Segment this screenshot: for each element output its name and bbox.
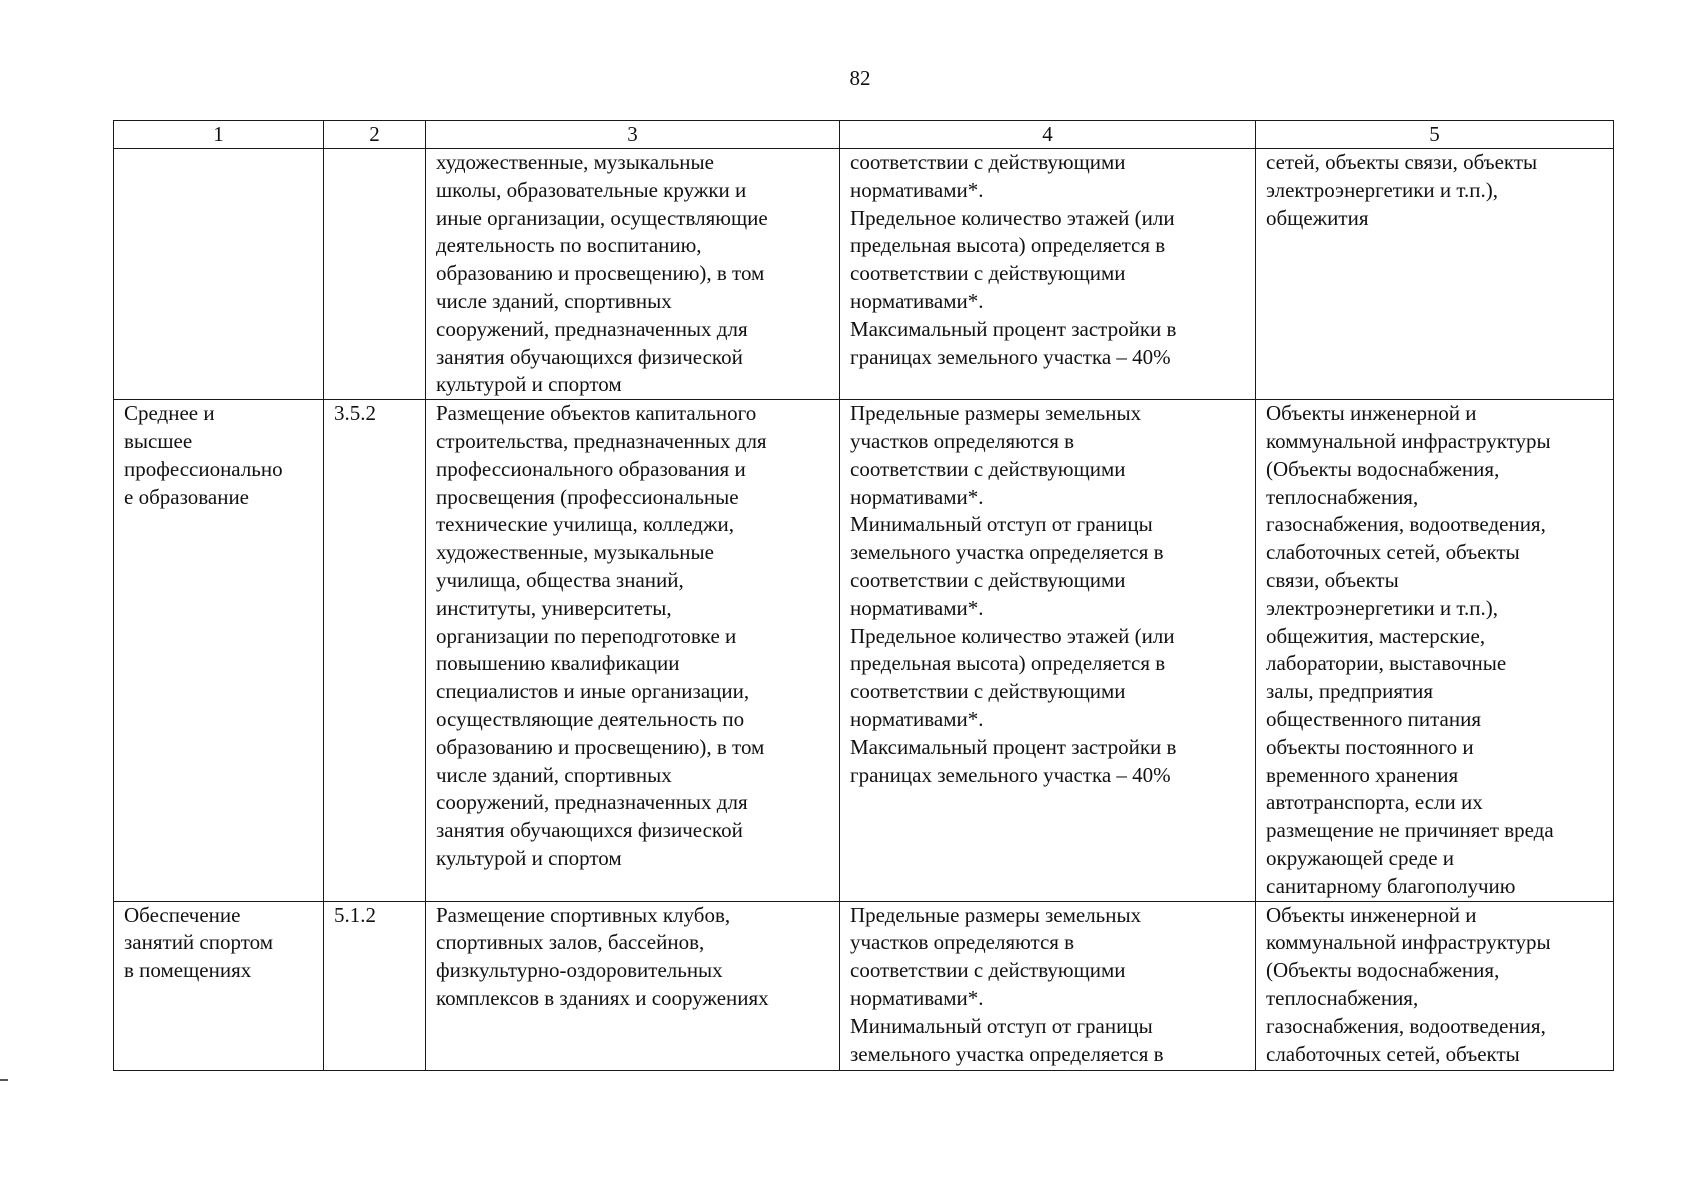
table-row bbox=[114, 901, 1614, 1070]
cell-code bbox=[324, 901, 426, 1070]
text-line: электроэнергетики и т.п.), bbox=[1266, 177, 1498, 202]
scan-margin-mark bbox=[0, 1079, 8, 1081]
text-line: нормативами*. bbox=[850, 484, 984, 509]
text-line: осуществляющие деятельность по bbox=[436, 706, 745, 731]
text-line: слаботочных сетей, объекты bbox=[1266, 1041, 1520, 1066]
text-line: теплоснабжения, bbox=[1266, 484, 1419, 509]
text-line: нормативами*. bbox=[850, 595, 984, 620]
text-line: лаборатории, выставочные bbox=[1266, 651, 1507, 676]
text-line: залы, предприятия bbox=[1266, 679, 1434, 704]
table-header-row bbox=[114, 121, 1614, 149]
text-line: границах земельного участка – 40% bbox=[850, 762, 1171, 787]
text-line: училища, общества знаний, bbox=[436, 567, 684, 592]
text-line: земельного участка определяется в bbox=[850, 540, 1164, 565]
table-row bbox=[114, 149, 1614, 400]
text-line: размещение не причиняет вреда bbox=[1266, 818, 1554, 843]
text-line: коммунальной инфраструктуры bbox=[1266, 930, 1551, 955]
column-header-3: 3 bbox=[426, 121, 840, 149]
text-line: е образование bbox=[124, 484, 250, 509]
text-line: сетей, объекты связи, объекты bbox=[1266, 150, 1538, 174]
text-line: нормативами*. bbox=[850, 985, 984, 1010]
text-line: соответствии с действующими bbox=[850, 679, 1126, 704]
text-line: высшее bbox=[124, 428, 193, 453]
text-line: предельная высота) определяется в bbox=[850, 233, 1166, 258]
cell-description bbox=[426, 149, 840, 400]
text-line: деятельность по воспитанию, bbox=[436, 233, 702, 258]
column-header-1: 1 bbox=[114, 121, 324, 149]
text-line: участков определяются в bbox=[850, 428, 1075, 453]
text-line: школы, образовательные кружки и bbox=[436, 177, 747, 202]
text-line: общежития, мастерские, bbox=[1266, 623, 1486, 648]
cell-description bbox=[426, 400, 840, 901]
text-line: спортивных залов, бассейнов, bbox=[436, 930, 705, 955]
text-line: образованию и просвещению), в том bbox=[436, 261, 765, 286]
code-text: 5.1.2 bbox=[334, 902, 376, 927]
text-line: (Объекты водоснабжения, bbox=[1266, 456, 1500, 481]
text-line: культурой и спортом bbox=[436, 372, 622, 397]
text-line: образованию и просвещению), в том bbox=[436, 734, 765, 759]
text-line: культурой и спортом bbox=[436, 845, 622, 870]
text-line: Предельное количество этажей (или bbox=[850, 205, 1175, 230]
text-line: Обеспечение bbox=[124, 902, 241, 927]
text-line: Предельные размеры земельных bbox=[850, 902, 1142, 927]
text-line: нормативами*. bbox=[850, 706, 984, 731]
text-line: специалистов и иные организации, bbox=[436, 679, 750, 704]
cell-auxiliary-uses bbox=[1256, 901, 1614, 1070]
text-line: занятия обучающихся физической bbox=[436, 344, 743, 369]
text-line: организации по переподготовке и bbox=[436, 623, 737, 648]
text-line: окружающей среде и bbox=[1266, 845, 1455, 870]
cell-parameters bbox=[840, 901, 1256, 1070]
text-line: санитарному благополучию bbox=[1266, 873, 1516, 898]
text-line: Минимальный отступ от границы bbox=[850, 1013, 1153, 1038]
text-line: соответствии с действующими bbox=[850, 567, 1126, 592]
text-line: Предельное количество этажей (или bbox=[850, 623, 1175, 648]
cell-code bbox=[324, 149, 426, 400]
text-line: общежития bbox=[1266, 205, 1369, 230]
text-line: соответствии с действующими bbox=[850, 958, 1126, 983]
column-header-2: 2 bbox=[324, 121, 426, 149]
cell-use-name bbox=[114, 149, 324, 400]
text-line: теплоснабжения, bbox=[1266, 985, 1419, 1010]
column-header-4: 4 bbox=[840, 121, 1256, 149]
text-line: числе зданий, спортивных bbox=[436, 762, 672, 787]
text-line: электроэнергетики и т.п.), bbox=[1266, 595, 1498, 620]
text-line: художественные, музыкальные bbox=[436, 150, 714, 174]
column-header-5: 5 bbox=[1256, 121, 1614, 149]
text-line: художественные, музыкальные bbox=[436, 540, 714, 565]
cell-use-name bbox=[114, 901, 324, 1070]
text-line: объекты постоянного и bbox=[1266, 734, 1474, 759]
text-line: Объекты инженерной и bbox=[1266, 902, 1477, 927]
text-line: профессионально bbox=[124, 456, 283, 481]
text-line: участков определяются в bbox=[850, 930, 1075, 955]
text-line: Среднее и bbox=[124, 401, 215, 426]
text-line: нормативами*. bbox=[850, 177, 984, 202]
text-line: коммунальной инфраструктуры bbox=[1266, 428, 1551, 453]
text-line: слаботочных сетей, объекты bbox=[1266, 540, 1520, 565]
cell-use-name bbox=[114, 400, 324, 901]
text-line: технические училища, колледжи, bbox=[436, 512, 734, 537]
text-line: занятий спортом bbox=[124, 930, 273, 955]
cell-description bbox=[426, 901, 840, 1070]
cell-parameters bbox=[840, 400, 1256, 901]
text-line: просвещения (профессиональные bbox=[436, 484, 739, 509]
text-line: занятия обучающихся физической bbox=[436, 818, 743, 843]
text-line: сооружений, предназначенных для bbox=[436, 790, 748, 815]
text-line: институты, университеты, bbox=[436, 595, 672, 620]
text-line: соответствии с действующими bbox=[850, 456, 1126, 481]
text-line: физкультурно-оздоровительных bbox=[436, 958, 723, 983]
cell-auxiliary-uses bbox=[1256, 400, 1614, 901]
text-line: Максимальный процент застройки в bbox=[850, 734, 1177, 759]
text-line: Размещение спортивных клубов, bbox=[436, 902, 731, 927]
text-line: соответствии с действующими bbox=[850, 150, 1126, 174]
text-line: (Объекты водоснабжения, bbox=[1266, 958, 1500, 983]
cell-code bbox=[324, 400, 426, 901]
text-line: нормативами*. bbox=[850, 288, 984, 313]
text-line: Максимальный процент застройки в bbox=[850, 316, 1177, 341]
text-line: газоснабжения, водоотведения, bbox=[1266, 512, 1546, 537]
text-line: сооружений, предназначенных для bbox=[436, 316, 748, 341]
land-use-table bbox=[113, 120, 1614, 1071]
text-line: газоснабжения, водоотведения, bbox=[1266, 1013, 1546, 1038]
cell-auxiliary-uses bbox=[1256, 149, 1614, 400]
text-line: связи, объекты bbox=[1266, 567, 1399, 592]
text-line: автотранспорта, если их bbox=[1266, 790, 1483, 815]
text-line: иные организации, осуществляющие bbox=[436, 205, 768, 230]
cell-parameters bbox=[840, 149, 1256, 400]
text-line: Предельные размеры земельных bbox=[850, 401, 1142, 426]
text-line: строительства, предназначенных для bbox=[436, 428, 767, 453]
table-row bbox=[114, 400, 1614, 901]
text-line: Размещение объектов капитального bbox=[436, 401, 757, 426]
text-line: соответствии с действующими bbox=[850, 261, 1126, 286]
text-line: границах земельного участка – 40% bbox=[850, 344, 1171, 369]
text-line: числе зданий, спортивных bbox=[436, 288, 672, 313]
page-number: 82 bbox=[849, 66, 871, 90]
text-line: комплексов в зданиях и сооружениях bbox=[436, 985, 769, 1010]
text-line: повышению квалификации bbox=[436, 651, 680, 676]
text-line: земельного участка определяется в bbox=[850, 1041, 1164, 1066]
text-line: общественного питания bbox=[1266, 706, 1481, 731]
text-line: временного хранения bbox=[1266, 762, 1459, 787]
text-line: Минимальный отступ от границы bbox=[850, 512, 1153, 537]
text-line: предельная высота) определяется в bbox=[850, 651, 1166, 676]
text-line: Объекты инженерной и bbox=[1266, 401, 1477, 426]
text-line: профессионального образования и bbox=[436, 456, 746, 481]
code-text: 3.5.2 bbox=[334, 401, 376, 426]
text-line: в помещениях bbox=[124, 958, 252, 983]
